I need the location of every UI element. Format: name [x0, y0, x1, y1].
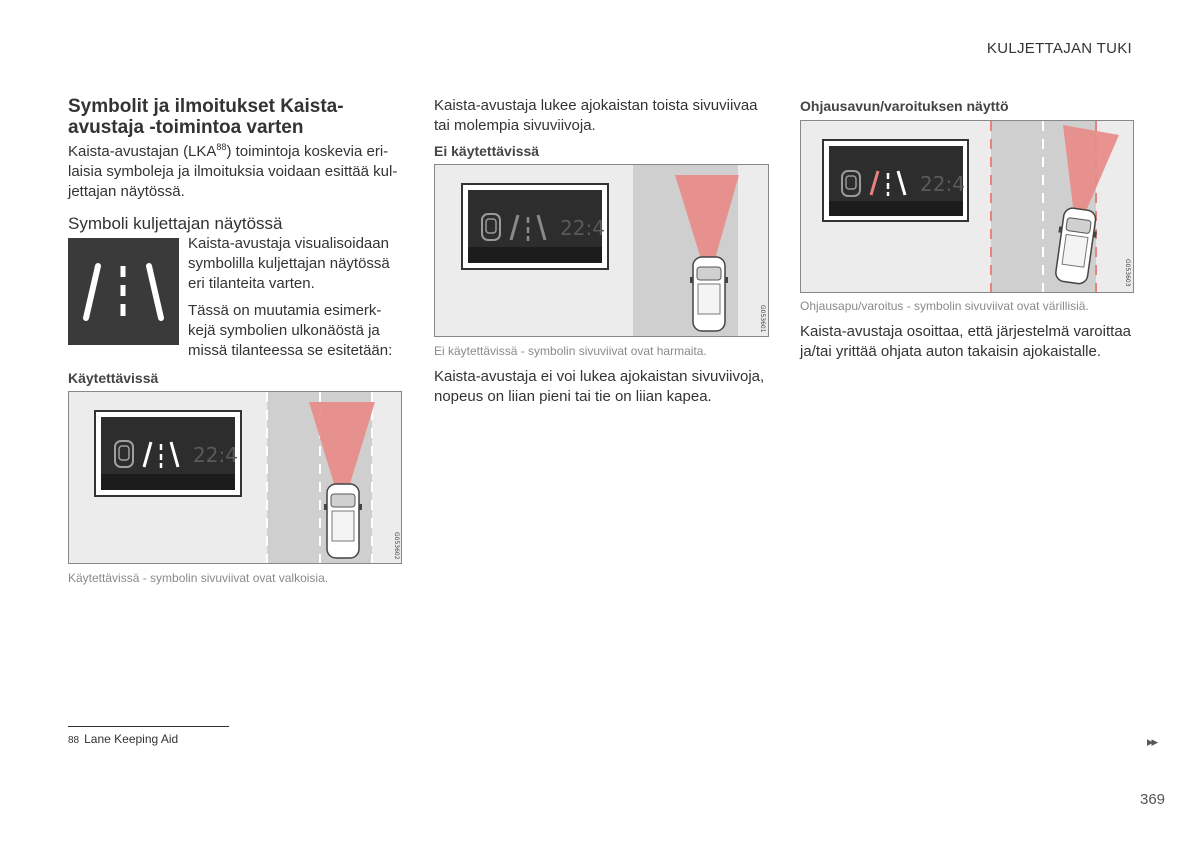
page-title-line1: Symbolit ja ilmoitukset Kaista- [68, 96, 344, 117]
intro-line-3: jettajan näytössä. [68, 183, 185, 200]
figure-unavailable-caption: Ei käytettävissä - symbolin sivuviivat ovat harmaita. [434, 344, 707, 358]
figure-warning [800, 120, 1134, 293]
warning-heading: Ohjausavun/varoituksen näyttö [800, 98, 1009, 114]
display-clock: 22:4 [193, 443, 238, 467]
footnote-divider [68, 726, 229, 727]
svg-text:G053603: G053603 [1124, 259, 1131, 287]
footnote [68, 732, 178, 746]
svg-text:G053602: G053602 [393, 532, 400, 560]
footnote-text: Lane Keeping Aid [84, 732, 179, 746]
footnote-ref: 88 [216, 142, 227, 152]
lane-lines-icon [68, 238, 179, 345]
intro-paragraph [68, 142, 397, 202]
figure-available [68, 391, 402, 564]
lka-symbol-image [68, 238, 179, 345]
section-header: KULJETTAJAN TUKI [986, 40, 1132, 57]
figure-warning-caption: Ohjausapu/varoitus - symbolin sivuviivat ovat värillisiä. [800, 299, 1089, 313]
page-title-line2: avustaja -toimintoa varten [68, 117, 304, 138]
col3-body-line-2: ja/tai yrittää ohjata auton takaisin ajokaistalle. [800, 343, 1102, 360]
available-heading: Käytettävissä [68, 370, 159, 386]
col3-body [800, 322, 1131, 362]
unavailable-heading: Ei käytettävissä [434, 143, 540, 159]
symbol-examples-text [188, 301, 392, 361]
display-clock: 22:4 [560, 216, 605, 240]
figure-unavailable [434, 164, 769, 337]
warning-illustration [801, 121, 1133, 292]
col3-body-line-1: Kaista-avustaja osoittaa, että järjestelmä varoittaa [800, 323, 1132, 340]
col2-body-line-1: Kaista-avustaja ei voi lukea ajokaistan sivuviivoja, [434, 368, 765, 385]
para2-line-3: missä tilanteessa se esitetään: [188, 342, 393, 359]
display-clock: 22:4 [920, 172, 965, 196]
para1-line-2: symbolilla kuljettajan näytössä [188, 255, 390, 272]
para2-line-2: kejä symbolien ulkonäöstä ja [188, 322, 380, 339]
col2-intro-line-2: tai molempia sivuviivoja. [434, 117, 596, 134]
para1-line-1: Kaista-avustaja visualisoidaan [188, 235, 389, 252]
svg-text:G053601: G053601 [759, 305, 766, 333]
page-number: 369 [1140, 791, 1166, 808]
footnote-number: 88 [68, 735, 80, 746]
section-subtitle: Symboli kuljettajan näytössä [68, 214, 283, 233]
intro-line-1 [68, 142, 397, 162]
unavailable-illustration [435, 165, 768, 336]
col2-intro-line-1: Kaista-avustaja lukee ajokaistan toista sivuviivaa [434, 97, 758, 114]
intro-text-b: ) toimintoja koskevia eri- [226, 143, 389, 160]
intro-line-2: laisia symboleja ja ilmoituksia voidaan esittää kul- [68, 163, 398, 180]
double-chevron-right-icon[interactable]: ▸▸ [1147, 734, 1157, 749]
intro-text-a: Kaista-avustajan (LKA [68, 143, 217, 160]
col2-body [434, 367, 764, 407]
symbol-description [188, 234, 390, 294]
figure-available-caption: Käytettävissä - symbolin sivuviivat ovat valkoisia. [68, 571, 329, 585]
para2-line-1: Tässä on muutamia esimerk- [188, 302, 382, 319]
para1-line-3: eri tilanteita varten. [188, 275, 315, 292]
col2-body-line-2: nopeus on liian pieni tai tie on liian kapea. [434, 388, 712, 405]
available-illustration [69, 392, 401, 563]
col2-intro [434, 96, 758, 136]
page-title [68, 96, 344, 138]
